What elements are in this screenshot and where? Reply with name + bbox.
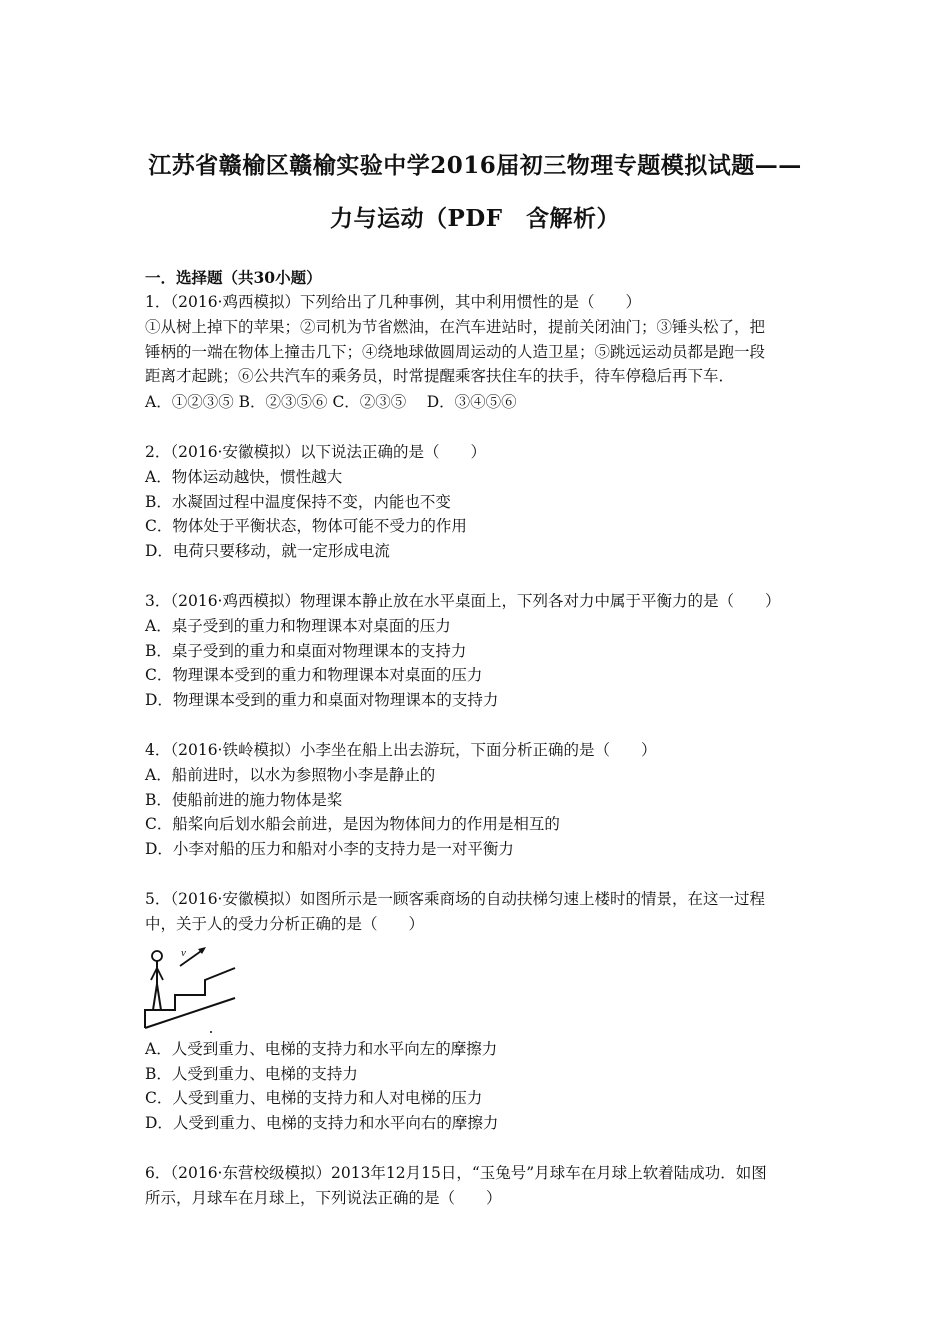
question-5-option-a: A．人受到重力、电梯的支持力和水平向左的摩擦力 — [145, 1040, 498, 1058]
question-3-option-a: A．桌子受到的重力和物理课本对桌面的压力 — [145, 617, 451, 635]
escalator-figure — [140, 940, 240, 1035]
question-6-stem-line-2: 所示，月球车在月球上，下列说法正确的是（ ） — [145, 1189, 502, 1207]
question-4-stem: 4．（2016·铁岭模拟）小李坐在船上出去游玩，下面分析正确的是（ ） — [145, 741, 657, 759]
question-5-option-d: D．人受到重力、电梯的支持力和水平向右的摩擦力 — [145, 1114, 499, 1132]
question-1-stem-line-3: 锤柄的一端在物体上撞击几下；④绕地球做圆周运动的人造卫星；⑤跳远运动员都是跑一段 — [145, 343, 766, 361]
page-title-line2: 力与运动（PDF 含解析） — [329, 205, 621, 232]
question-2-option-c: C．物体处于平衡状态，物体可能不受力的作用 — [145, 517, 467, 535]
question-2-stem: 2．（2016·安徽模拟）以下说法正确的是（ ） — [145, 443, 486, 461]
question-1-stem-line-4: 距离才起跳；⑥公共汽车的乘务员，时常提醒乘客扶住车的扶手，待车停稳后再下车． — [145, 367, 735, 385]
question-3-option-c: C．物理课本受到的重力和物理课本对桌面的压力 — [145, 666, 483, 684]
question-2-option-d: D．电荷只要移动，就一定形成电流 — [145, 542, 390, 560]
question-3-option-d: D．物理课本受到的重力和桌面对物理课本的支持力 — [145, 691, 499, 709]
question-4-option-a: A．船前进时，以水为参照物小李是静止的 — [145, 766, 436, 784]
question-5-stem-line-2: 中，关于人的受力分析正确的是（ ） — [145, 915, 425, 933]
question-4-option-c: C．船桨向后划水船会前进，是因为物体间力的作用是相互的 — [145, 815, 560, 833]
escalator-base — [145, 998, 235, 1028]
question-4-option-d: D．小李对船的压力和船对小李的支持力是一对平衡力 — [145, 840, 514, 858]
question-1-stem-line-2: ①从树上掉下的苹果；②司机为节省燃油，在汽车进站时，提前关闭油门；③锤头松了，把 — [145, 318, 766, 336]
question-5-option-c: C．人受到重力、电梯的支持力和人对电梯的压力 — [145, 1089, 483, 1107]
question-6-stem-line-1: 6．（2016·东营校级模拟）2013年12月15日，“玉兔号”月球车在月球上软着陆成功．如图 — [145, 1164, 767, 1182]
question-2-option-a: A．物体运动越快，惯性越大 — [145, 468, 343, 486]
question-1-stem-line-1: 1．（2016·鸡西模拟）下列给出了几种事例，其中利用惯性的是（ ） — [145, 293, 641, 311]
question-2-option-b: B．水凝固过程中温度保持不变，内能也不变 — [145, 493, 451, 511]
question-4-option-b: B．使船前进的施力物体是桨 — [145, 791, 343, 809]
velocity-label: v — [181, 947, 186, 959]
question-5-option-b: B．人受到重力、电梯的支持力 — [145, 1065, 358, 1083]
question-5-stem-line-1: 5．（2016·安徽模拟）如图所示是一顾客乘商场的自动扶梯匀速上楼时的情景，在这一过程 — [145, 890, 765, 908]
question-1-options: A．①②③⑤ B．②③⑤⑥ C．②③⑤ D．③④⑤⑥ — [145, 393, 517, 411]
page-title-line1: 江苏省赣榆区赣榆实验中学2016届初三物理专题模拟试题—— — [148, 152, 802, 179]
question-3-option-b: B．桌子受到的重力和桌面对物理课本的支持力 — [145, 642, 467, 660]
section-heading: 一．选择题（共30小题） — [145, 268, 322, 287]
question-3-stem: 3．（2016·鸡西模拟）物理课本静止放在水平桌面上，下列各对力中属于平衡力的是（ ） — [145, 592, 781, 610]
person-head — [152, 951, 162, 961]
